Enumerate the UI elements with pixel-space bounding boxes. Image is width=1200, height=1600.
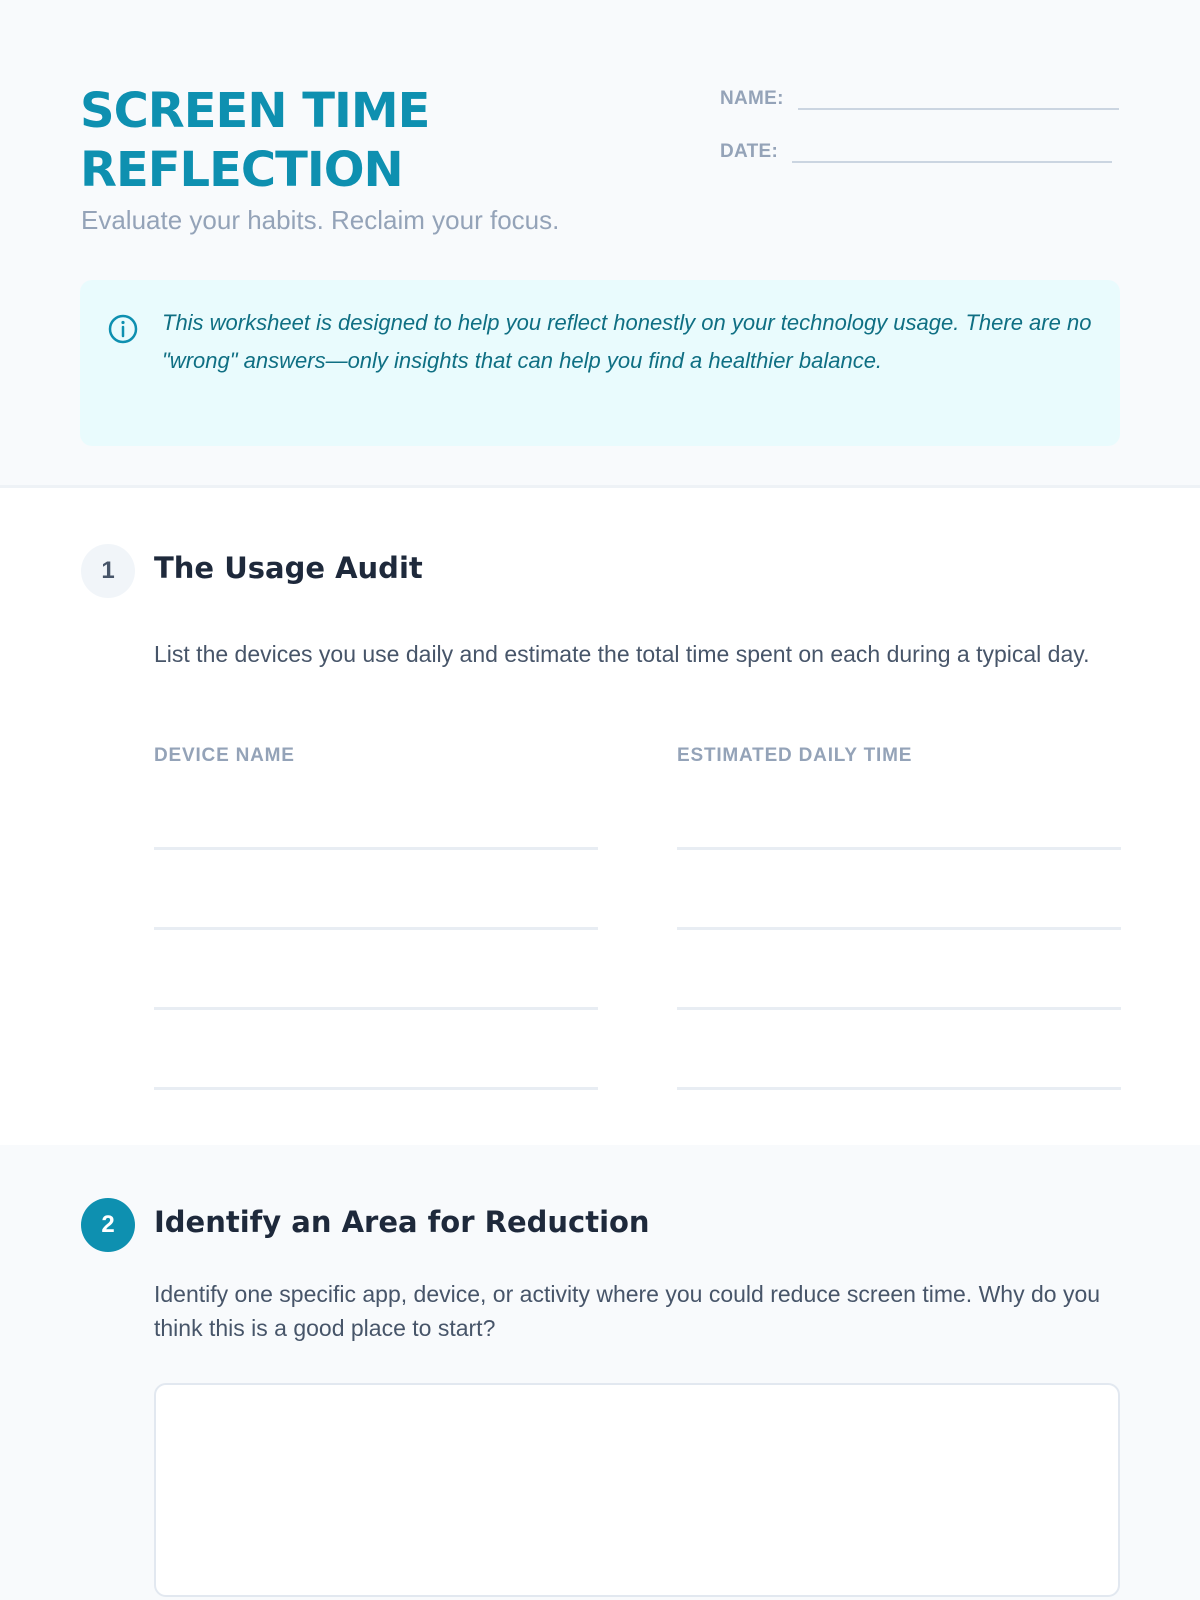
info-text: This worksheet is designed to help you reflect honestly on your technology usage. There are no "wrong" answers—only insights that can help you find a healthier balance. [162, 310, 1092, 373]
device-name-line[interactable] [154, 1087, 598, 1090]
daily-time-line[interactable] [677, 847, 1121, 850]
column-header-time: ESTIMATED DAILY TIME [677, 745, 913, 766]
section-title: The Usage Audit [154, 551, 423, 585]
daily-time-line[interactable] [677, 927, 1121, 930]
device-name-line[interactable] [154, 1007, 598, 1010]
column-header-device: DEVICE NAME [154, 745, 295, 766]
info-circle-icon [108, 314, 138, 344]
name-row [720, 88, 1119, 110]
daily-time-line[interactable] [677, 1007, 1121, 1010]
step-number-badge: 1 [81, 544, 135, 598]
info-callout [80, 280, 1120, 446]
daily-time-line[interactable] [677, 1087, 1121, 1090]
device-name-line[interactable] [154, 847, 598, 850]
date-field[interactable] [792, 141, 1112, 163]
section-title: Identify an Area for Reduction [154, 1205, 650, 1239]
title-line-1: SCREEN TIME [80, 83, 430, 139]
name-field[interactable] [798, 88, 1119, 110]
date-label: DATE: [720, 141, 779, 162]
page-subtitle: Evaluate your habits. Reclaim your focus. [81, 205, 560, 235]
worksheet-header [0, 0, 1200, 488]
section-description: List the devices you use daily and estimate the total time spent on each during a typical day. [154, 641, 1090, 667]
section-description: Identify one specific app, device, or activity where you could reduce screen time. Why do you think this is a good place to start? [154, 1281, 1101, 1341]
page-title [80, 82, 600, 200]
section-usage-audit [0, 488, 1200, 1145]
date-row [720, 141, 1112, 163]
title-line-2: REFLECTION [80, 142, 403, 198]
device-name-line[interactable] [154, 927, 598, 930]
step-number-badge: 2 [81, 1198, 135, 1252]
reduction-answer-box[interactable] [154, 1383, 1120, 1597]
name-label: NAME: [720, 88, 784, 109]
